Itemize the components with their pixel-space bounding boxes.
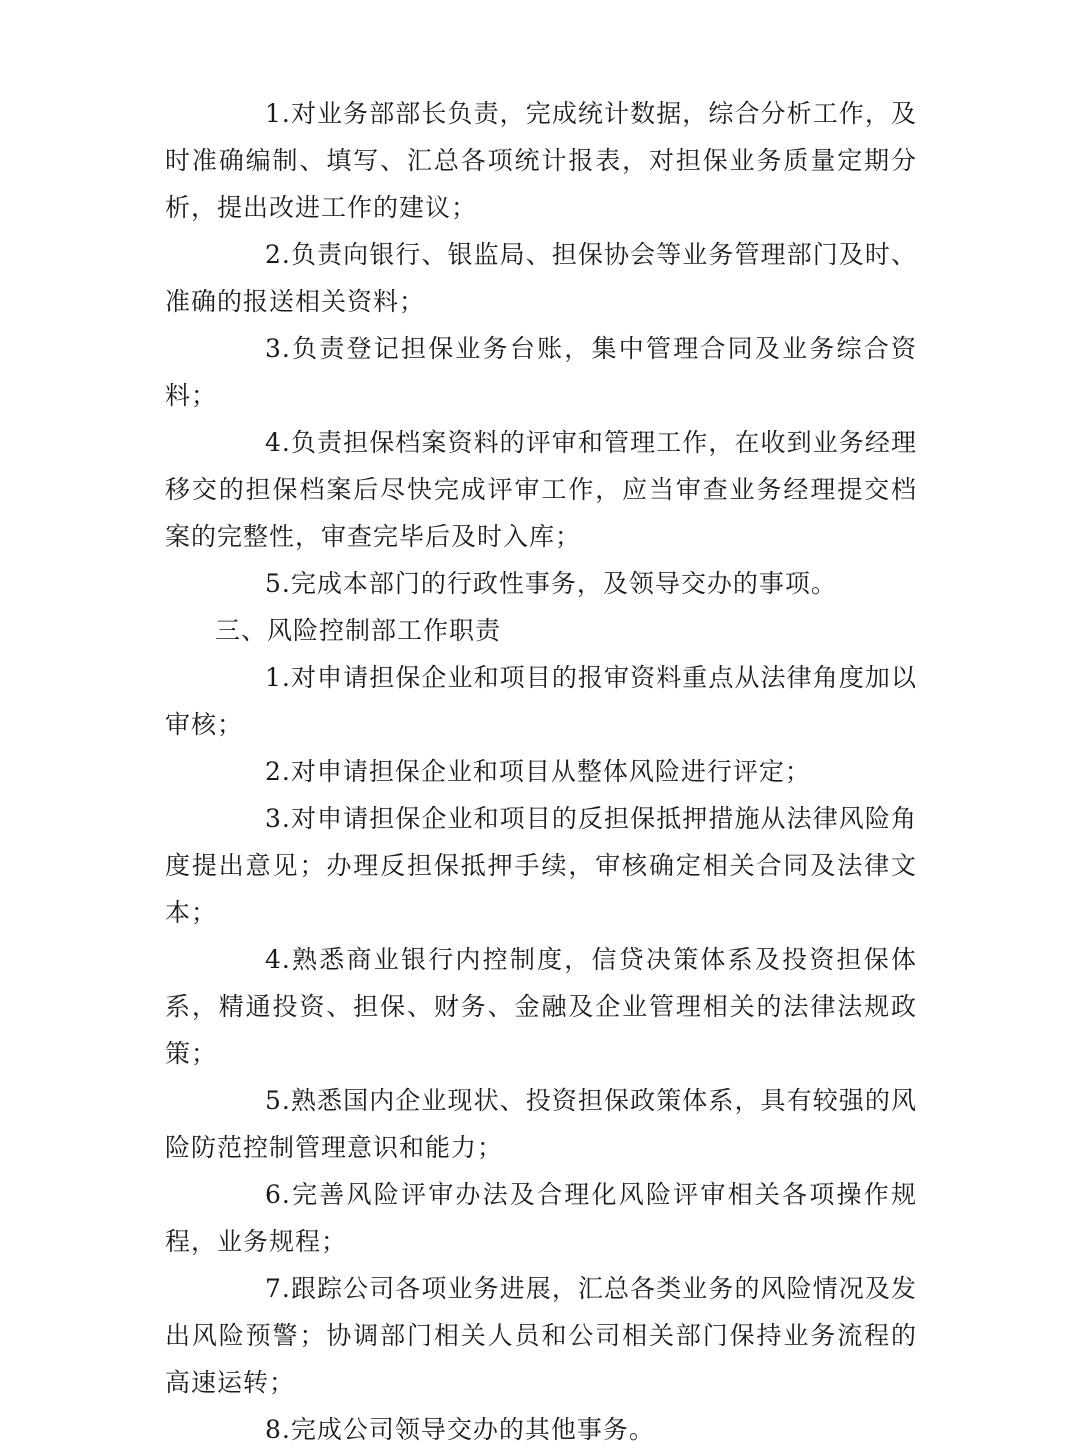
item-number: 4. xyxy=(265,428,291,457)
item-text: 熟悉商业银行内控制度，信贷决策体系及投资担保体系，精通投资、担保、财务、金融及企业管理相关的法律法规政策； xyxy=(165,945,917,1068)
item-text: 完善风险评审办法及合理化风险评审相关各项操作规程，业务规程； xyxy=(165,1180,917,1256)
list-item xyxy=(165,654,917,748)
list-item xyxy=(165,325,917,419)
list-item xyxy=(165,748,917,795)
item-text: 对申请担保企业和项目从整体风险进行评定； xyxy=(290,757,811,786)
item-number: 7. xyxy=(265,1274,291,1303)
item-text: 负责登记担保业务台账，集中管理合同及业务综合资料； xyxy=(165,334,917,410)
item-text: 跟踪公司各项业务进展，汇总各类业务的风险情况及发出风险预警；协调部门相关人员和公司相关部门保持业务流程的高速运转； xyxy=(165,1274,917,1397)
item-text: 对申请担保企业和项目的报审资料重点从法律角度加以审核； xyxy=(165,663,917,739)
item-number: 2. xyxy=(265,757,291,786)
item-number: 5. xyxy=(265,569,291,598)
item-number: 6. xyxy=(265,1180,291,1209)
list-item xyxy=(165,419,917,560)
list-item xyxy=(165,1265,917,1406)
list-item xyxy=(165,1406,917,1453)
item-text: 完成本部门的行政性事务，及领导交办的事项。 xyxy=(290,569,837,598)
item-number: 1. xyxy=(265,99,291,128)
list-item xyxy=(165,231,917,325)
item-text: 对申请担保企业和项目的反担保抵押措施从法律风险角度提出意见；办理反担保抵押手续，审核确定相关合同及法律文本； xyxy=(165,804,917,927)
item-number: 8. xyxy=(265,1415,291,1444)
list-item xyxy=(165,795,917,936)
item-text: 负责担保档案资料的评审和管理工作，在收到业务经理移交的担保档案后尽快完成评审工作，应当审查业务经理提交档案的完整性，审查完毕后及时入库； xyxy=(165,428,917,551)
list-item xyxy=(165,90,917,231)
list-item xyxy=(165,1171,917,1265)
list-item xyxy=(165,936,917,1077)
item-text: 负责向银行、银监局、担保协会等业务管理部门及时、准确的报送相关资料； xyxy=(165,240,917,316)
list-item xyxy=(165,560,917,607)
item-text: 熟悉国内企业现状、投资担保政策体系，具有较强的风险防范控制管理意识和能力； xyxy=(165,1086,917,1162)
item-number: 3. xyxy=(265,804,291,833)
item-number: 3. xyxy=(265,334,291,363)
item-number: 5. xyxy=(265,1086,291,1115)
item-text: 对业务部部长负责，完成统计数据，综合分析工作，及时准确编制、填写、汇总各项统计报表，对担保业务质量定期分析，提出改进工作的建议； xyxy=(165,99,917,222)
item-number: 1. xyxy=(265,663,291,692)
section-heading: 三、风险控制部工作职责 xyxy=(215,616,502,645)
item-text: 完成公司领导交办的其他事务。 xyxy=(290,1415,655,1444)
list-item xyxy=(165,1077,917,1171)
item-number: 2. xyxy=(265,240,291,269)
item-number: 4. xyxy=(265,945,291,974)
document-page xyxy=(165,90,917,1453)
